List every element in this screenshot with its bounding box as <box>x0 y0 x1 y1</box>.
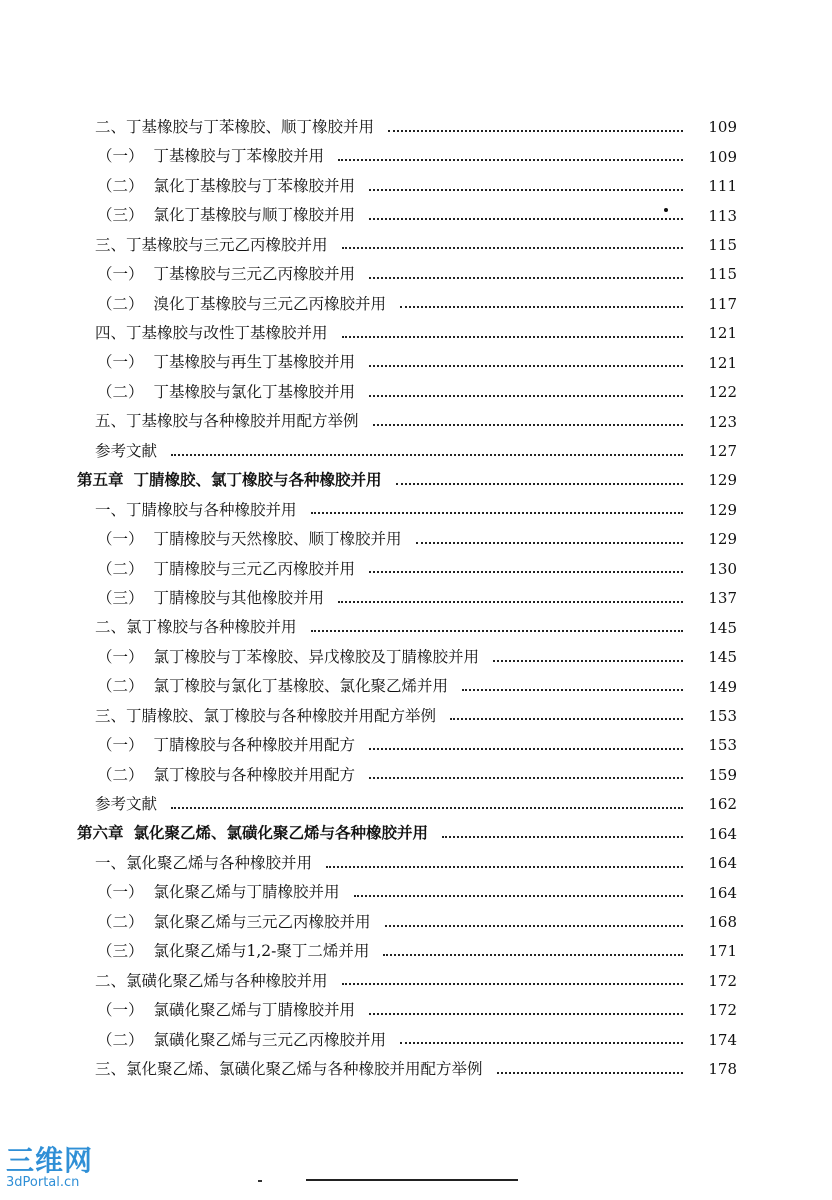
toc-entry-number: （二） <box>97 912 144 931</box>
dot-leader <box>416 542 683 544</box>
toc-page-number: 145 <box>708 618 737 637</box>
toc-entry-number: 二、 <box>95 117 127 136</box>
toc-subsection-entry[interactable] <box>0 996 832 1025</box>
toc-page-number: 129 <box>708 471 737 490</box>
toc-entry-number: （一） <box>97 736 144 755</box>
toc-entry-number: 三、 <box>95 706 127 725</box>
toc-entry-title: 丁基橡胶与丁苯橡胶、顺丁橡胶并用 <box>126 117 375 136</box>
toc-section-entry[interactable] <box>0 702 832 731</box>
toc-page-number: 130 <box>708 559 737 578</box>
toc-subsection-entry[interactable] <box>0 142 832 171</box>
dot-leader <box>497 1072 683 1074</box>
dot-leader <box>354 895 683 897</box>
dot-leader <box>442 836 683 838</box>
toc-entry-title: 丁基橡胶与各种橡胶并用配方举例 <box>126 412 359 431</box>
dot-leader <box>400 306 683 308</box>
dot-leader <box>326 866 683 868</box>
toc-entry-title: 氯化聚乙烯与丁腈橡胶并用 <box>153 883 340 902</box>
toc-entry-number: （三） <box>97 206 144 225</box>
toc-subsection-entry[interactable] <box>0 172 832 201</box>
toc-page-number: 121 <box>708 353 737 372</box>
toc-entry-title: 氯化丁基橡胶与顺丁橡胶并用 <box>153 206 356 225</box>
toc-subsection-entry[interactable] <box>0 349 832 378</box>
toc-page-number: 178 <box>708 1060 737 1079</box>
toc-page-number: 171 <box>708 942 737 961</box>
toc-page-number: 162 <box>708 795 737 814</box>
dot-leader <box>388 130 683 132</box>
toc-entry-number: （三） <box>97 942 144 961</box>
footer-mark <box>258 1180 262 1182</box>
toc-entry-number: （三） <box>97 588 144 607</box>
toc-subsection-entry[interactable] <box>0 260 832 289</box>
dot-leader <box>369 777 683 779</box>
toc-entry-number: 五、 <box>95 412 127 431</box>
toc-page-number: 129 <box>708 500 737 519</box>
toc-entry-number: （二） <box>97 382 144 401</box>
toc-entry-title: 氯磺化聚乙烯与各种橡胶并用 <box>126 971 328 990</box>
dot-leader <box>383 954 683 956</box>
toc-entry-title: 氯丁橡胶与丁苯橡胶、异戊橡胶及丁腈橡胶并用 <box>153 647 480 666</box>
print-speck <box>664 208 668 212</box>
toc-entry-title: 氯磺化聚乙烯与丁腈橡胶并用 <box>153 1001 356 1020</box>
toc-entry-title: 丁基橡胶与氯化丁基橡胶并用 <box>153 382 356 401</box>
toc-section-entry[interactable] <box>0 849 832 878</box>
toc-section-entry[interactable] <box>0 319 832 348</box>
toc-entry-title: 氯磺化聚乙烯与三元乙丙橡胶并用 <box>153 1030 387 1049</box>
toc-entry-title: 丁基橡胶与三元乙丙橡胶并用 <box>126 235 328 254</box>
dot-leader <box>369 571 683 573</box>
toc-entry-number: （二） <box>97 559 144 578</box>
toc-entry-title: 氯化聚乙烯、氯磺化聚乙烯与各种橡胶并用配方举例 <box>126 1059 483 1078</box>
toc-subsection-entry[interactable] <box>0 937 832 966</box>
toc-chapter-entry[interactable] <box>0 820 832 849</box>
toc-entry-title: 氯化聚乙烯与各种橡胶并用 <box>126 853 313 872</box>
toc-page-number: 145 <box>708 648 737 667</box>
toc-subsection-entry[interactable] <box>0 525 832 554</box>
toc-page-number: 164 <box>708 854 737 873</box>
toc-entry-title: 丁基橡胶与三元乙丙橡胶并用 <box>153 265 356 284</box>
toc-section-entry[interactable] <box>0 407 832 436</box>
toc-entry-number: 四、 <box>95 324 127 343</box>
dot-leader <box>369 218 683 220</box>
toc-entry-number: （二） <box>97 1030 144 1049</box>
toc-entry-number: （一） <box>97 1001 144 1020</box>
toc-entry-title: 氯丁橡胶与各种橡胶并用配方 <box>153 765 356 784</box>
toc-entry-number: 第五章 <box>77 471 124 490</box>
toc-entry-title: 丁腈橡胶与其他橡胶并用 <box>153 588 325 607</box>
toc-subsection-entry[interactable] <box>0 290 832 319</box>
toc-subsection-entry[interactable] <box>0 584 832 613</box>
toc-entry-number: （一） <box>97 647 144 666</box>
toc-page-number: 122 <box>708 383 737 402</box>
toc-section-entry[interactable] <box>0 967 832 996</box>
toc-entry-number: （一） <box>97 883 144 902</box>
toc-subsection-entry[interactable] <box>0 555 832 584</box>
toc-entry-number: （二） <box>97 294 144 313</box>
toc-page-number: 111 <box>708 177 737 196</box>
dot-leader <box>369 395 683 397</box>
dot-leader <box>385 925 683 927</box>
toc-section-entry[interactable] <box>0 231 832 260</box>
toc-subsection-entry[interactable] <box>0 672 832 701</box>
toc-entry-title: 丁腈橡胶与三元乙丙橡胶并用 <box>153 559 356 578</box>
toc-section-entry[interactable] <box>0 613 832 642</box>
toc-page-number: 117 <box>708 294 737 313</box>
toc-subsection-entry[interactable] <box>0 731 832 760</box>
toc-subsection-entry[interactable] <box>0 1026 832 1055</box>
toc-entry-title: 丁腈橡胶、氯丁橡胶与各种橡胶并用配方举例 <box>126 706 437 725</box>
dot-leader <box>493 660 683 662</box>
dot-leader <box>373 424 683 426</box>
dot-leader <box>369 277 683 279</box>
dot-leader <box>311 630 683 632</box>
dot-leader <box>171 454 683 456</box>
toc-entry-title: 氯化聚乙烯、氯磺化聚乙烯与各种橡胶并用 <box>133 824 429 843</box>
toc-subsection-entry[interactable] <box>0 908 832 937</box>
toc-reference-entry[interactable] <box>0 437 832 466</box>
toc-page-number: 153 <box>708 706 737 725</box>
toc-page-number: 164 <box>708 883 737 902</box>
toc-entry-number: （一） <box>97 147 144 166</box>
toc-entry-number: 二、 <box>95 971 127 990</box>
dot-leader <box>338 601 683 603</box>
watermark-logo <box>6 1146 106 1196</box>
toc-entry-title: 丁基橡胶与再生丁基橡胶并用 <box>153 353 356 372</box>
toc-page-number: 109 <box>708 118 737 137</box>
toc-page-number: 113 <box>708 206 737 225</box>
footer-rule <box>306 1179 518 1181</box>
toc-entry-title: 氯化聚乙烯与1,2-聚丁二烯并用 <box>153 942 370 961</box>
toc-entry-title: 氯丁橡胶与各种橡胶并用 <box>126 618 297 637</box>
toc-section-entry[interactable] <box>0 496 832 525</box>
toc-entry-number: 三、 <box>95 1059 127 1078</box>
dot-leader <box>400 1042 683 1044</box>
dot-leader <box>369 189 683 191</box>
toc-page-number: 115 <box>708 235 737 254</box>
toc-page-number: 137 <box>708 589 737 608</box>
toc-entry-title: 丁基橡胶与改性丁基橡胶并用 <box>126 324 328 343</box>
toc-section-entry[interactable] <box>0 1055 832 1084</box>
toc-page-number: 159 <box>708 765 737 784</box>
toc-entry-title: 溴化丁基橡胶与三元乙丙橡胶并用 <box>153 294 387 313</box>
toc-page-number: 164 <box>708 824 737 843</box>
toc-page-number: 121 <box>708 324 737 343</box>
toc-subsection-entry[interactable] <box>0 761 832 790</box>
dot-leader <box>369 365 683 367</box>
toc-entry-number: 三、 <box>95 235 127 254</box>
dot-leader <box>462 689 683 691</box>
toc-entry-number: 二、 <box>95 618 127 637</box>
toc-page-number: 149 <box>708 677 737 696</box>
toc-entry-title: 丁腈橡胶与各种橡胶并用 <box>126 500 297 519</box>
toc-page-number: 115 <box>708 265 737 284</box>
toc-entry-number: 一、 <box>95 853 127 872</box>
toc-page-number: 127 <box>708 442 737 461</box>
dot-leader <box>342 247 683 249</box>
toc-page-number: 172 <box>708 971 737 990</box>
toc-entry-number: （一） <box>97 265 144 284</box>
dot-leader <box>369 1013 683 1015</box>
toc-entry-number: （一） <box>97 353 144 372</box>
toc-subsection-entry[interactable] <box>0 878 832 907</box>
toc-subsection-entry[interactable] <box>0 201 832 230</box>
table-of-contents <box>0 113 832 1084</box>
dot-leader <box>171 807 683 809</box>
toc-chapter-entry[interactable] <box>0 466 832 495</box>
toc-page-number: 174 <box>708 1030 737 1049</box>
toc-entry-number: （二） <box>97 765 144 784</box>
dot-leader <box>450 718 683 720</box>
toc-entry-title: 丁腈橡胶与各种橡胶并用配方 <box>153 736 356 755</box>
dot-leader <box>396 483 683 485</box>
toc-entry-title: 参考文献 <box>95 795 158 814</box>
toc-entry-title: 丁腈橡胶与天然橡胶、顺丁橡胶并用 <box>153 530 402 549</box>
toc-entry-number: （二） <box>97 677 144 696</box>
toc-subsection-entry[interactable] <box>0 378 832 407</box>
toc-entry-number: （二） <box>97 176 144 195</box>
toc-entry-title: 参考文献 <box>95 441 158 460</box>
watermark-domain: 3dPortal.cn <box>6 1175 80 1190</box>
toc-entry-title: 氯化丁基橡胶与丁苯橡胶并用 <box>153 176 356 195</box>
toc-entry-number: （一） <box>97 530 144 549</box>
toc-entry-number: 一、 <box>95 500 127 519</box>
toc-entry-title: 氯丁橡胶与氯化丁基橡胶、氯化聚乙烯并用 <box>153 677 449 696</box>
toc-section-entry[interactable] <box>0 113 832 142</box>
toc-page-number: 129 <box>708 530 737 549</box>
toc-page-number: 153 <box>708 736 737 755</box>
dot-leader <box>342 336 683 338</box>
toc-entry-title: 丁基橡胶与丁苯橡胶并用 <box>153 147 325 166</box>
watermark-title: 三维网 <box>6 1144 94 1177</box>
toc-page-number: 123 <box>708 412 737 431</box>
toc-entry-title: 氯化聚乙烯与三元乙丙橡胶并用 <box>153 912 371 931</box>
dot-leader <box>338 159 683 161</box>
toc-page-number: 168 <box>708 913 737 932</box>
toc-page-number: 172 <box>708 1001 737 1020</box>
toc-reference-entry[interactable] <box>0 790 832 819</box>
dot-leader <box>311 512 683 514</box>
dot-leader <box>342 983 683 985</box>
toc-entry-title: 丁腈橡胶、氯丁橡胶与各种橡胶并用 <box>133 471 382 490</box>
toc-entry-number: 第六章 <box>77 824 124 843</box>
toc-subsection-entry[interactable] <box>0 643 832 672</box>
toc-page-number: 109 <box>708 147 737 166</box>
dot-leader <box>369 748 683 750</box>
